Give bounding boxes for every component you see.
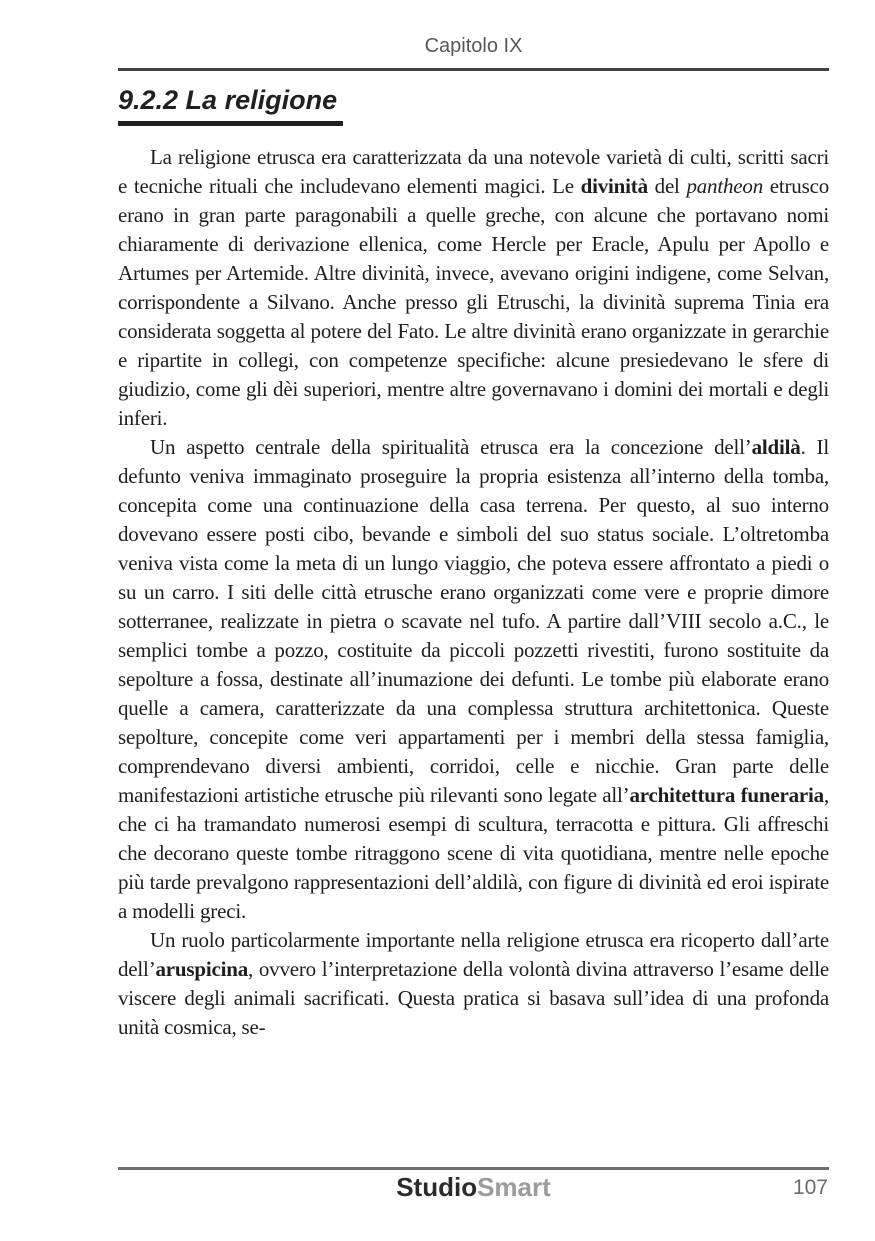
text-run: Un ruolo particolarmente importante nella religione etrusca era ricoperto dall’arte dell’: [118, 928, 829, 981]
section-heading: [118, 84, 343, 126]
studiosmart-logo: [118, 1173, 829, 1201]
body-text: [118, 143, 829, 1161]
text-run: . Il defunto veniva immaginato proseguire la propria esistenza all’interno della tomba, concepita come una continuazione della casa terrena. Per questo, al suo interno dovevano essere posti cibo, bevande e simboli del suo status sociale. L’oltretomba veniva vista come la meta di un lungo viaggio, che poteva essere affrontato a piedi o su un carro. I siti delle città etrusche erano organizzati come vere e proprie dimore sotterranee, realizzate in pietra o scavate nel tufo. A partire dall’VIII secolo a.C., le semplici tombe a pozzo, costituite da piccoli pozzetti rivestiti, furono sostituite da sepolture a fossa, destinate all’inumazione dei defunti. Le tombe più elaborate erano quelle a camera, caratterizzate da una complessa struttura architettonica. Queste sepolture, concepite come veri appartamenti per i membri della stessa famiglia, comprendevano diversi ambienti, corridoi, celle e nicchie. Gran parte delle manifestazioni artistiche etrusche più rilevanti sono legate all’: [118, 435, 829, 807]
bold-term: aldilà: [751, 435, 801, 459]
bold-term: divinità: [580, 174, 648, 198]
paragraph: [118, 926, 829, 1042]
text-run: etrusco erano in gran parte paragonabili a quelle greche, con alcune che portavano nomi chiaramente di derivazione ellenica, come Hercle per Eracle, Apulu per Apollo e Artumes per Artemide. Altre divinità, invece, avevano origini indigene, come Selvan, corrispondente a Silvano. Anche presso gli Etruschi, la divinità suprema Tinia era considerata soggetta al potere del Fato. Le altre divinità erano organizzate in gerarchie e ripartite in collegi, con competenze specifiche: alcune presiedevano le sfere di giudizio, come gli dèi superiori, mentre altre governavano i domini dei mortali e degli inferi.: [118, 174, 829, 430]
header-divider: [118, 68, 829, 71]
text-run: La religione etrusca era caratterizzata da una notevole varietà di culti, scritti sacri e tecniche rituali che includevano elementi magici. Le: [118, 145, 829, 198]
text-run: , ovvero l’interpretazione della volontà divina attraverso l’esame delle viscere degli animali sacrificati. Questa pratica si basava sull’idea di una profonda unità cosmica, se-: [118, 957, 829, 1039]
footer-divider: [118, 1167, 829, 1170]
text-run: Un aspetto centrale della spiritualità etrusca era la concezione dell’: [150, 435, 752, 459]
chapter-header: Capitolo IX: [424, 35, 523, 57]
italic-term: pantheon: [686, 174, 764, 198]
page-number: 107: [792, 1176, 828, 1199]
paragraph: [118, 143, 829, 433]
text-run: del: [647, 174, 687, 198]
bold-term: aruspicina: [155, 957, 249, 981]
section-heading-text: 9.2.2 La religione: [118, 84, 343, 126]
brand-primary: Studio: [396, 1172, 478, 1202]
brand-secondary: Smart: [477, 1172, 551, 1202]
paragraph: [118, 433, 829, 926]
text-run: , che ci ha tramandato numerosi esempi di scultura, terracotta e pittura. Gli affreschi che decorano queste tombe ritraggono scene di vita quotidiana, mentre nelle epoche più tarde prevalgono rappresentazioni dell’aldilà, con figure di divinità ed eroi ispirate a modelli greci.: [118, 783, 829, 923]
bold-term: architettura funeraria: [629, 783, 824, 807]
